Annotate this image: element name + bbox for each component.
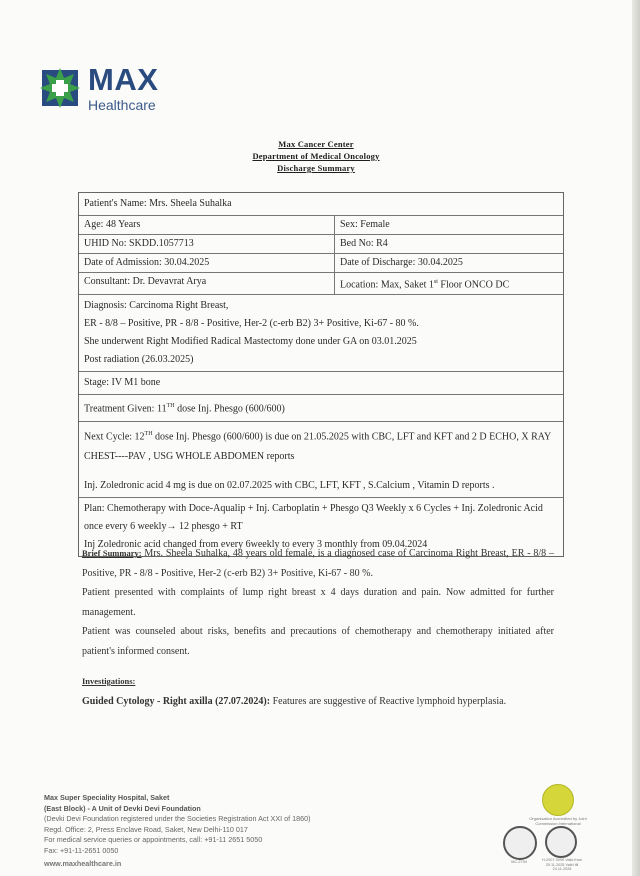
star-cross-icon [40,66,80,110]
table-row [79,372,563,395]
next-cycle-superscript: TH [144,430,153,437]
treatment-prefix: Treatment Given: 11 [84,403,167,415]
brief-summary-label: Brief Summary: [82,548,142,558]
footer-line: Fax: +91-11-2651 0050 [44,845,119,855]
max-healthcare-logo [40,62,200,116]
treatment-given [79,395,563,420]
location-superscript: st [433,279,438,285]
table-row [79,235,563,254]
nabl-seal-icon [545,826,577,858]
table-row [79,254,563,273]
investigations-label: Investigations: [82,676,136,686]
document-type-heading: Discharge Summary [277,163,355,173]
nabl-seal-text: H-2007-0099 Valid from 25.11.2025 Valid till 24.11.2028 [541,858,583,871]
plan-line: Plan: Chemotherapy with Doce-Aqualip + Inj. Carboplatin + Phesgo Q3 Weekly x 6 Cycles + Inj. Zoledronic Acid once every 6 weekly→ 12 phesgo + RT [84,502,543,532]
logo-brand: MAX [88,62,159,97]
footer-line: (East Block) - A Unit of Devki Devi Foundation [44,803,201,813]
diagnosis-line: She underwent Right Modified Radical Mastectomy done under GA on 03.01.2025 [84,336,417,348]
next-cycle-suffix: dose Inj. Phesgo (600/600) is due on 21.05.2025 with CBC, LFT and KFT and 2 D ECHO, X RAY CHEST----PAV , USG WHOLE ABDOMEN reports [84,430,551,462]
discharge-date: Date of Discharge: 30.04.2025 [340,257,463,268]
logo-subtitle: Healthcare [88,97,156,113]
investigation-item [82,692,554,712]
brief-summary-paragraph [82,544,554,583]
accreditation-seal-icon [542,784,574,816]
table-row [79,273,563,295]
treatment-superscript: TH [166,403,175,410]
patient-name: Patient's Name: Mrs. Sheela Suhalka [84,198,232,209]
spacer [84,467,558,477]
footer-line: (Devki Devi Foundation registered under the Societies Registration Act XXI of 1860) [44,814,311,824]
center-heading: Max Cancer Center [278,139,354,149]
diagnosis-line: Diagnosis: Carcinoma Right Breast, [84,300,229,312]
location [335,273,563,294]
footer [44,793,404,869]
patient-info-table [78,192,564,557]
footer-url[interactable]: www.maxhealthcare.in [44,858,122,868]
brief-summary-paragraph: Patient presented with complaints of lump right breast x 4 days duration and pain. Now admitted for further management. [82,587,554,618]
next-cycle [79,422,563,497]
admission-date: Date of Admission: 30.04.2025 [79,254,335,272]
diagnosis-line: Post radiation (26.03.2025) [84,354,194,366]
patient-age: Age: 48 Years [79,216,335,234]
bed-number: Bed No: R4 [340,238,388,249]
investigation-result: Features are suggestive of Reactive lymphoid hyperplasia. [270,695,507,707]
investigations [82,672,554,711]
location-prefix: Location: Max, Saket 1 [340,279,434,291]
table-row [79,193,563,216]
accreditation-seal-text: Organisation Accredited by Joint Commission International [529,816,587,826]
table-row [79,422,563,498]
department-heading: Department of Medical Oncology [252,151,380,161]
diagnosis-line: ER - 8/8 – Positive, PR - 8/8 - Positive, Her-2 (c-erb B2) 3+ Positive, Ki-67 - 80 %. [84,318,419,330]
next-cycle-prefix: Next Cycle: 12 [84,430,145,442]
table-row [79,295,563,372]
brief-summary-paragraph: Patient was counseled about risks, benefits and precautions of chemotherapy and chemotherapy initiated after patient's informed consent. [82,626,554,657]
patient-sex: Sex: Female [340,219,390,230]
treatment-suffix: dose Inj. Phesgo (600/600) [174,403,285,415]
footer-line: For medical service queries or appointments, call: +91-11 2651 5050 [44,835,263,845]
brief-summary [82,544,554,661]
stage: Stage: IV M1 bone [84,377,161,389]
table-row [79,395,563,421]
page-edge [632,0,640,876]
uhid-number: UHID No: SKDD.1057713 [79,235,335,253]
location-suffix: Floor ONCO DC [437,279,510,291]
footer-line: Regd. Office: 2, Press Enclave Road, Saket, New Delhi-110 017 [44,824,248,834]
brief-summary-text: Mrs. Sheela Suhalka, 48 years old female, is a diagnosed case of Carcinoma Right Breast, ER - 8/8 – Positive, PR - 8/8 - Positive, Her-2 (c-erb B2) 3+ Positive, Ki-67 - 80 %. [82,548,554,579]
nabh-seal-icon [503,826,537,860]
footer-line: Max Super Speciality Hospital, Saket [44,793,170,802]
investigation-test: Guided Cytology - Right axilla (27.07.2024): [82,695,271,707]
consultant: Consultant: Dr. Devavrat Arya [79,273,335,294]
plan-line: Inj Zoledronic acid changed from every 6weekly to every 3 monthly from 09.04.2024 [84,538,428,550]
next-cycle-text [84,424,558,467]
table-row [79,216,563,235]
nabh-seal-text: MC-2794 [511,860,527,864]
diagnosis [79,295,563,371]
zoledronic-due: Inj. Zoledronic acid 4 mg is due on 02.07.2025 with CBC, LFT, KFT , S.Calcium , Vitamin D reports . [84,479,495,491]
